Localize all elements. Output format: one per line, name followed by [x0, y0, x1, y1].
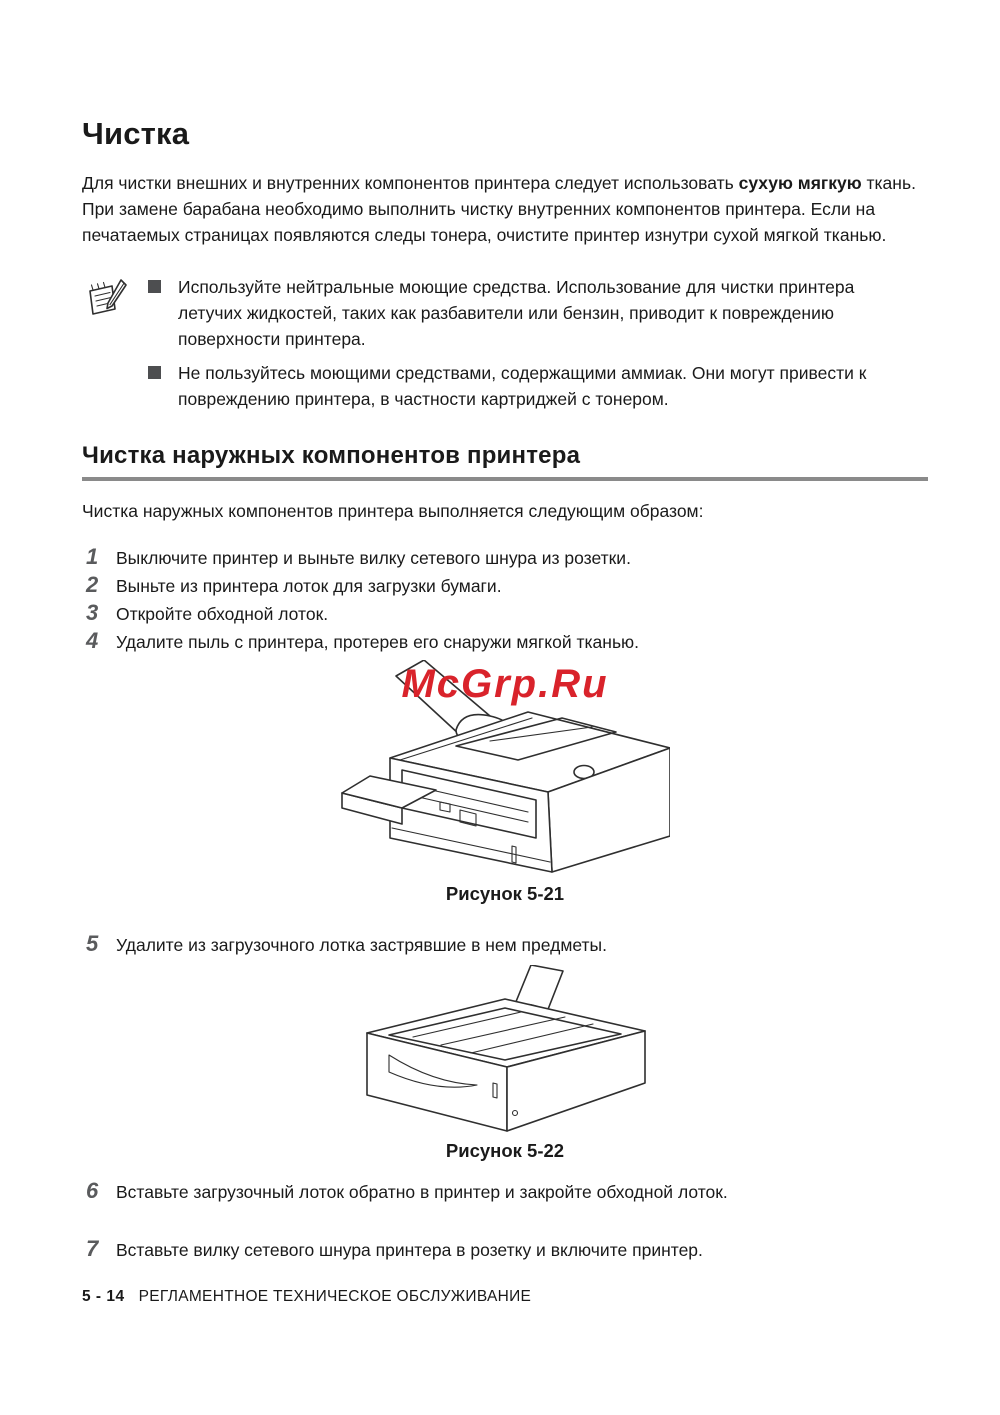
- intro-text-1: Для чистки внешних и внутренних компонентов принтера следует использовать: [82, 173, 739, 193]
- step-item-6: [82, 1178, 928, 1206]
- intro-text-2: ткань. При замене барабана необходимо выполнить чистку внутренних компонентов принтера. Если на печатаемых страницах появляются следы тонера, очистите принтер изнутри сухой мягкой тканью.: [82, 173, 916, 245]
- figure-5-21: [82, 660, 928, 905]
- figure-5-22: [82, 965, 928, 1162]
- figure-caption: Рисунок 5-21: [445, 883, 565, 904]
- note-item-text: Не пользуйтесь моющими средствами, содержащими аммиак. Они могут привести к повреждению принтера, в частности картриджей с тонером.: [178, 363, 867, 409]
- step-text: Удалите пыль с принтера, протерев его снаружи мягкой тканью.: [116, 632, 640, 652]
- step-text: Вставьте загрузочный лоток обратно в принтер и закройте обходной лоток.: [116, 1182, 728, 1202]
- note-block: [82, 274, 928, 420]
- section-lead: Чистка наружных компонентов принтера выполняется следующим образом:: [82, 501, 704, 521]
- footer-section-label: РЕГЛАМЕНТНОЕ ТЕХНИЧЕСКОЕ ОБСЛУЖИВАНИЕ: [138, 1288, 532, 1305]
- intro-bold-phrase: сухую мягкую: [738, 173, 862, 193]
- note-icon-column: [82, 274, 148, 420]
- step-text: Выньте из принтера лоток для загрузки бумаги.: [116, 576, 502, 596]
- page-footer: [82, 1288, 928, 1306]
- square-bullet-icon: [148, 280, 161, 293]
- section-heading: Чистка наружных компонентов принтера: [82, 442, 581, 469]
- note-item: [148, 274, 910, 352]
- printer-open-bypass-tray-illustration: [340, 660, 670, 880]
- note-items: [148, 274, 910, 420]
- intro-paragraph: [82, 170, 928, 248]
- hand-cleaning-paper-tray-illustration: [355, 965, 655, 1137]
- step-item-2: [82, 572, 928, 600]
- step-number: 6: [86, 1178, 99, 1203]
- step-number: 2: [86, 572, 99, 597]
- step-number: 3: [86, 600, 99, 625]
- step-text: Выключите принтер и выньте вилку сетевого шнура из розетки.: [116, 548, 631, 568]
- note-item-text: Используйте нейтральные моющие средства. Использование для чистки принтера летучих жидкостей, таких как разбавители или бензин, приводит к повреждению поверхности принтера.: [178, 277, 855, 349]
- step-item-4: [82, 628, 928, 656]
- step-text: Удалите из загрузочного лотка застрявшие в нем предметы.: [116, 935, 607, 955]
- note-item: [148, 360, 910, 412]
- steps-list: [82, 544, 928, 656]
- notepad-pencil-icon: [82, 309, 128, 326]
- page-title: Чистка: [82, 116, 190, 151]
- step-number: 4: [86, 628, 99, 653]
- footer-page-number: 5 - 14: [82, 1288, 125, 1305]
- step-item-1: [82, 544, 928, 572]
- figure-caption: Рисунок 5-22: [445, 1140, 565, 1161]
- step-number: 1: [86, 544, 99, 569]
- step-item-7: [82, 1236, 928, 1264]
- watermark-text: McGrp.Ru: [401, 662, 609, 706]
- step-item-5: [82, 931, 928, 959]
- square-bullet-icon: [148, 366, 161, 379]
- step-number: 7: [86, 1236, 99, 1261]
- step-item-3: [82, 600, 928, 628]
- step-text: Вставьте вилку сетевого шнура принтера в розетку и включите принтер.: [116, 1240, 703, 1260]
- step-text: Откройте обходной лоток.: [116, 604, 329, 624]
- step-number: 5: [86, 931, 99, 956]
- heading-rule: [82, 477, 928, 481]
